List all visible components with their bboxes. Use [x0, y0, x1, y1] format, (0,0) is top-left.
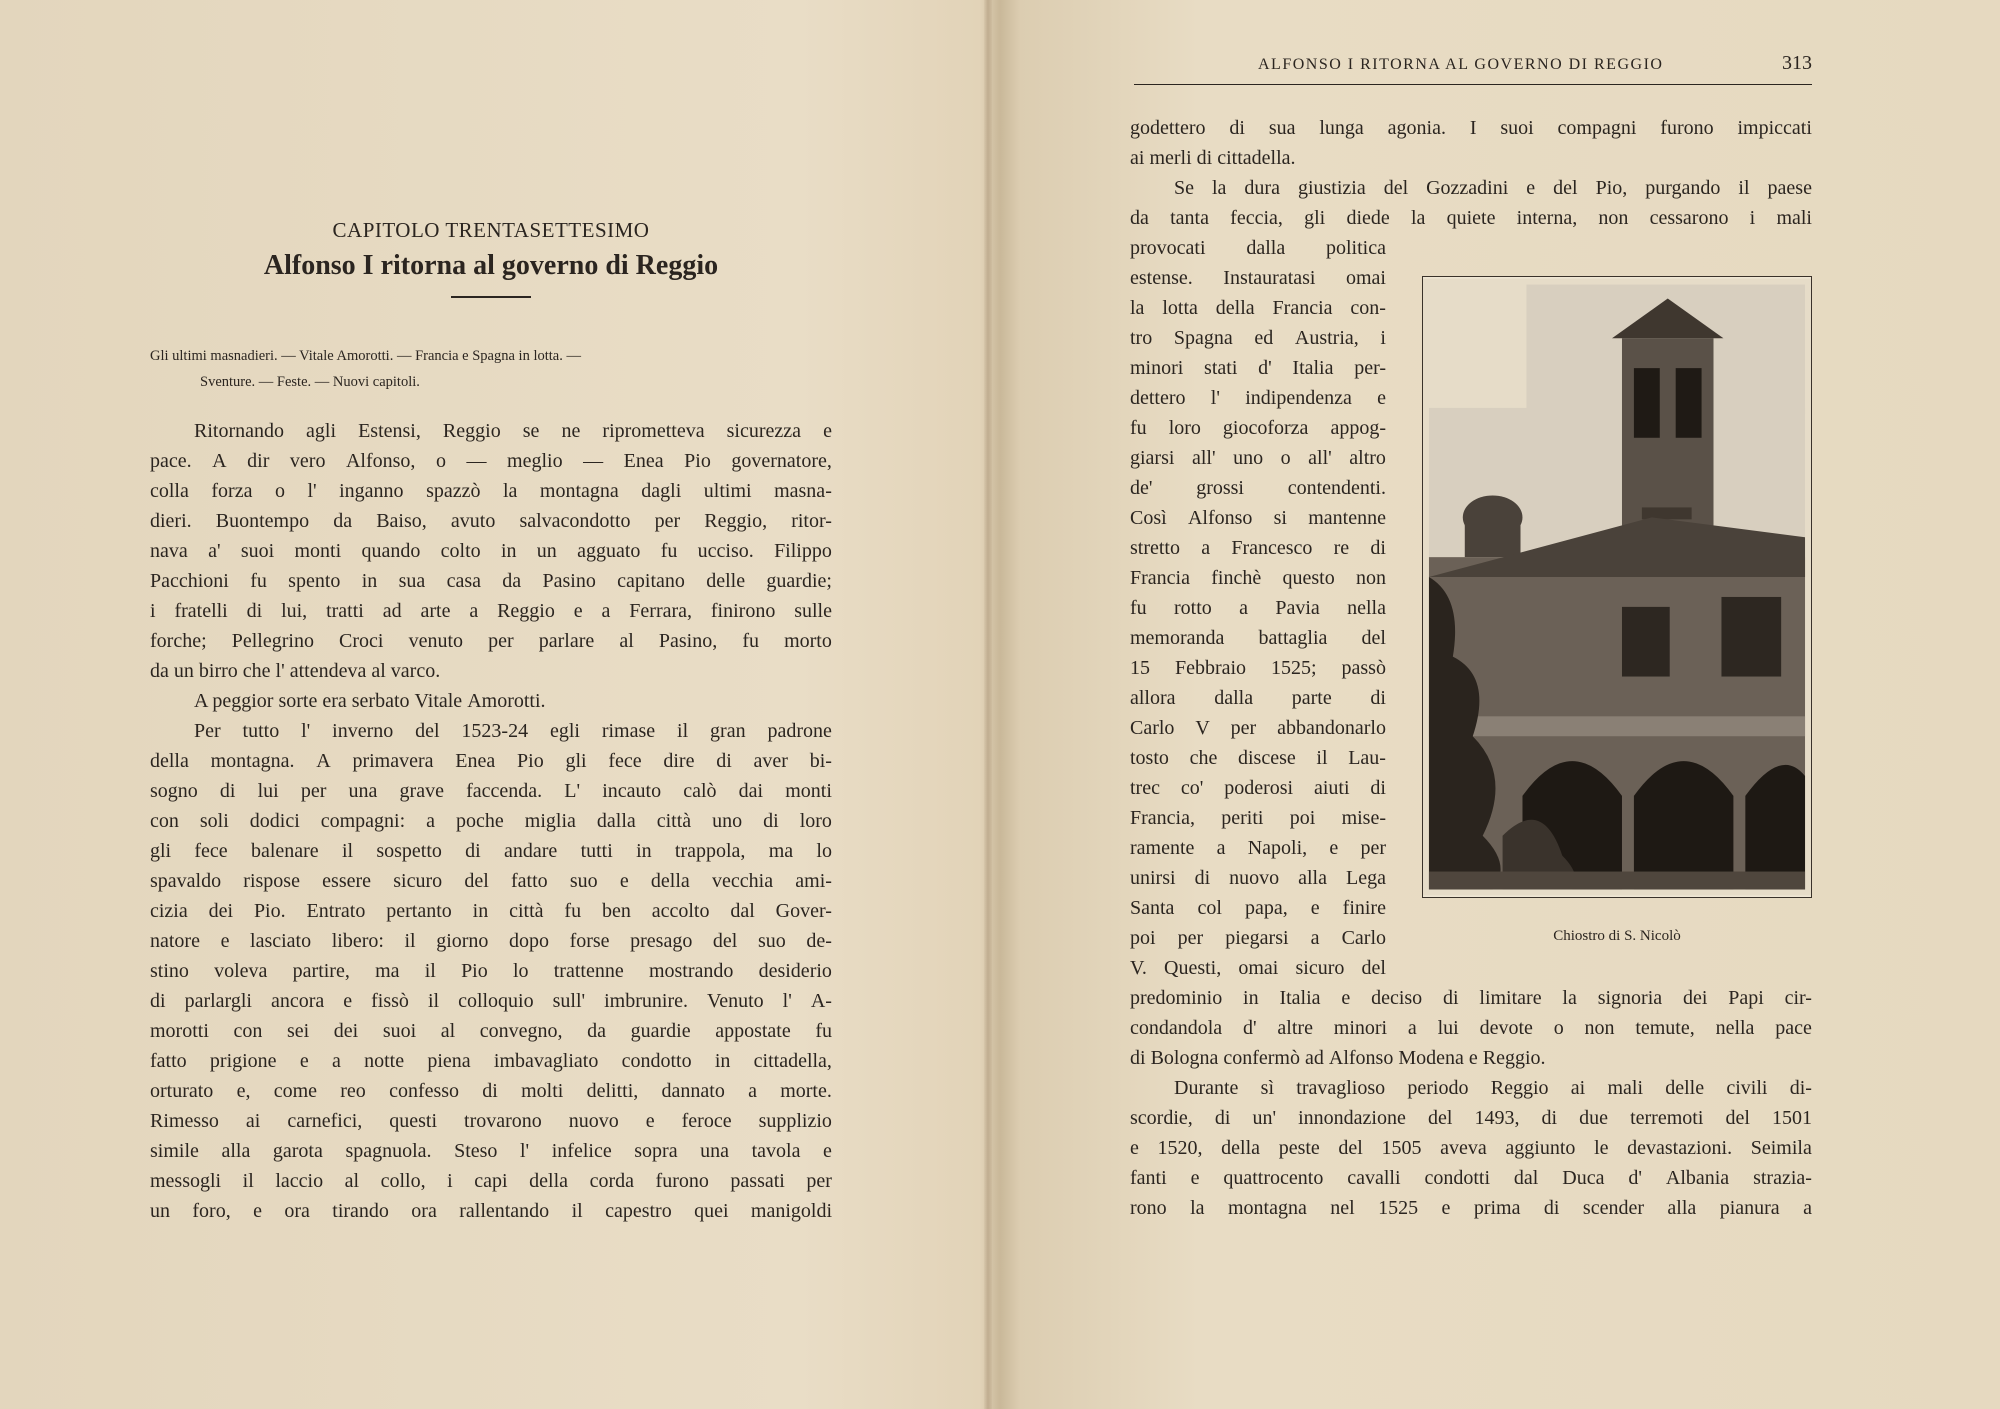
figure-caption: Chiostro di S. Nicolò: [1553, 928, 1681, 944]
text-line: ramente a Napoli, e per: [1130, 837, 1386, 859]
text-line: Santa col papa, e finire: [1130, 897, 1386, 919]
text-line: Carlo V per abbandonarlo: [1130, 717, 1386, 739]
text-line: 15 Febbraio 1525; passò: [1130, 657, 1386, 679]
text-line: provocati dalla politica: [1130, 237, 1386, 259]
text-line: godettero di sua lunga agonia. I suoi compagni furono impiccati: [1130, 117, 1812, 139]
text-line: Francia, periti poi mise-: [1130, 807, 1386, 829]
text-line: con soli dodici compagni: a poche miglia dalla città uno di loro: [150, 810, 832, 832]
text-line: Se la dura giustizia del Gozzadini e del Pio, purgando il paese: [1174, 177, 1812, 199]
summary-line-2: Sventure. — Feste. — Nuovi capitoli.: [200, 374, 420, 390]
text-line: unirsi di nuovo alla Lega: [1130, 867, 1386, 889]
page-number: 313: [1782, 52, 1812, 74]
text-line: di Bologna confermò ad Alfonso Modena e Reggio.: [1130, 1047, 1546, 1069]
text-line: rono la montagna nel 1525 e prima di scender alla pianura a: [1130, 1197, 1812, 1219]
text-beside-figure: [1130, 233, 1386, 983]
text-line: forche; Pellegrino Croci venuto per parlare al Pasino, fu morto: [150, 630, 832, 652]
text-line: Ritornando agli Estensi, Reggio se ne riprometteva sicurezza e: [194, 420, 832, 442]
text-line: fanti e quattrocento cavalli condotti dal Duca d' Albania strazia-: [1130, 1167, 1812, 1189]
paragraph-bologna: [1130, 983, 1812, 1073]
text-line: messogli il laccio al collo, i capi della corda furono passati per: [150, 1170, 832, 1192]
text-line: giarsi all' uno o all' altro: [1130, 447, 1386, 469]
text-line: da un birro che l' attendeva al varco.: [150, 660, 441, 682]
text-line: gli fece balenare il sospetto di andare tutti in trappola, ma lo: [150, 840, 832, 862]
text-line: un foro, e ora tirando ora rallentando il capestro quei manigoldi: [150, 1200, 832, 1222]
text-line: condandola d' altre minori a lui devote o non temute, nella pace: [1130, 1017, 1812, 1039]
right-page: [1130, 0, 1812, 1409]
text-line: morotti con sei dei suoi al convegno, da guardie appostate fu: [150, 1020, 832, 1042]
summary-line-1: Gli ultimi masnadieri. — Vitale Amorotti. — Francia e Spagna in lotta. —: [150, 348, 581, 364]
title-rule: [451, 296, 531, 298]
chapter-summary: [150, 343, 832, 395]
text-line: de' grossi contendenti.: [1130, 477, 1386, 499]
text-line: poi per piegarsi a Carlo: [1130, 927, 1386, 949]
text-line: fu rotto a Pavia nella: [1130, 597, 1386, 619]
text-line: Francia finchè questo non: [1130, 567, 1386, 589]
text-line: dettero l' indipendenza e: [1130, 387, 1386, 409]
text-line: Durante sì travaglioso periodo Reggio ai mali delle civili di-: [1174, 1077, 1812, 1099]
paragraph-3: [150, 716, 832, 1226]
paragraph-2: [150, 686, 832, 716]
continued-text: [1130, 113, 1812, 173]
text-line: fatto prigione e a notte piena imbavagliato condotto in cittadella,: [150, 1050, 832, 1072]
text-line: scordie, di un' innondazione del 1493, di due terremoti del 1501: [1130, 1107, 1812, 1129]
figure-chiostro: [1422, 276, 1812, 896]
text-line: da tanta feccia, gli diede la quiete interna, non cessarono i mali: [1130, 207, 1812, 229]
running-head: [1130, 52, 1812, 82]
text-line: memoranda battaglia del: [1130, 627, 1386, 649]
paragraph-travaglioso: [1130, 1073, 1812, 1223]
left-page: [150, 0, 832, 1409]
text-line: i fratelli di lui, tratti ad arte a Reggio e a Ferrara, finirono sulle: [150, 600, 832, 622]
text-line: della montagna. A primavera Enea Pio gli fece dire di aver bi-: [150, 750, 832, 772]
text-line: spavaldo rispose essere sicuro del fatto suo e della vecchia ami-: [150, 870, 832, 892]
text-line: Per tutto l' inverno del 1523-24 egli rimase il gran padrone: [194, 720, 832, 742]
running-head-rule: [1134, 84, 1812, 85]
text-line: minori stati d' Italia per-: [1130, 357, 1386, 379]
text-line: predominio in Italia e deciso di limitare la signoria dei Papi cir-: [1130, 987, 1812, 1009]
text-line: fu loro giocoforza appog-: [1130, 417, 1386, 439]
text-line: ai merli di cittadella.: [1130, 147, 1296, 169]
text-line: trec co' poderosi aiuti di: [1130, 777, 1386, 799]
text-line: cizia dei Pio. Entrato pertanto in città fu ben accolto dal Gover-: [150, 900, 832, 922]
text-line: tosto che discese il Lau-: [1130, 747, 1386, 769]
text-line: di parlargli ancora e fissò il colloquio sull' imbrunire. Venuto l' A-: [150, 990, 832, 1012]
text-line: stretto a Francesco re di: [1130, 537, 1386, 559]
text-line: A peggior sorte era serbato Vitale Amorotti.: [194, 690, 546, 712]
text-line: pace. A dir vero Alfonso, o — meglio — Enea Pio governatore,: [150, 450, 832, 472]
text-line: orturato e, come reo confesso di molti delitti, dannato a morte.: [150, 1080, 832, 1102]
text-line: sogno di lui per una grave faccenda. L' incauto calò dai monti: [150, 780, 832, 802]
text-line: tro Spagna ed Austria, i: [1130, 327, 1386, 349]
text-line: V. Questi, omai sicuro del: [1130, 957, 1386, 979]
text-line: la lotta della Francia con-: [1130, 297, 1386, 319]
chapter-title: Alfonso I ritorna al governo di Reggio: [263, 250, 719, 281]
text-line: allora dalla parte di: [1130, 687, 1386, 709]
text-line: Pacchioni fu spento in sua casa da Pasino capitano delle guardie;: [150, 570, 832, 592]
chapter-label: CAPITOLO TRENTASETTESIMO: [332, 218, 650, 242]
book-gutter: [984, 0, 992, 1409]
text-line: estense. Instauratasi omai: [1130, 267, 1386, 289]
text-line: dieri. Buontempo da Baiso, avuto salvacondotto per Reggio, ritor-: [150, 510, 832, 532]
text-line: colla forza o l' inganno spazzò la montagna dagli ultimi masna-: [150, 480, 832, 502]
text-line: e 1520, della peste del 1505 aveva aggiunto le devastazioni. Seimila: [1130, 1137, 1812, 1159]
text-line: stino voleva partire, ma il Pio lo trattenne mostrando desiderio: [150, 960, 832, 982]
paragraph-gozzadini: [1130, 173, 1812, 233]
text-line: Rimesso ai carnefici, questi trovarono nuovo e feroce supplizio: [150, 1110, 832, 1132]
text-line: simile alla garota spagnuola. Steso l' infelice sopra una tavola e: [150, 1140, 832, 1162]
text-line: Così Alfonso si mantenne: [1130, 507, 1386, 529]
text-line: natore e lasciato libero: il giorno dopo forse presago del suo de-: [150, 930, 832, 952]
running-head-title: ALFONSO I RITORNA AL GOVERNO DI REGGIO: [1258, 56, 1664, 73]
paragraph-1: [150, 416, 832, 686]
text-line: nava a' suoi monti quando colto in un agguato fu ucciso. Filippo: [150, 540, 832, 562]
cloister-photo: [1422, 276, 1812, 898]
